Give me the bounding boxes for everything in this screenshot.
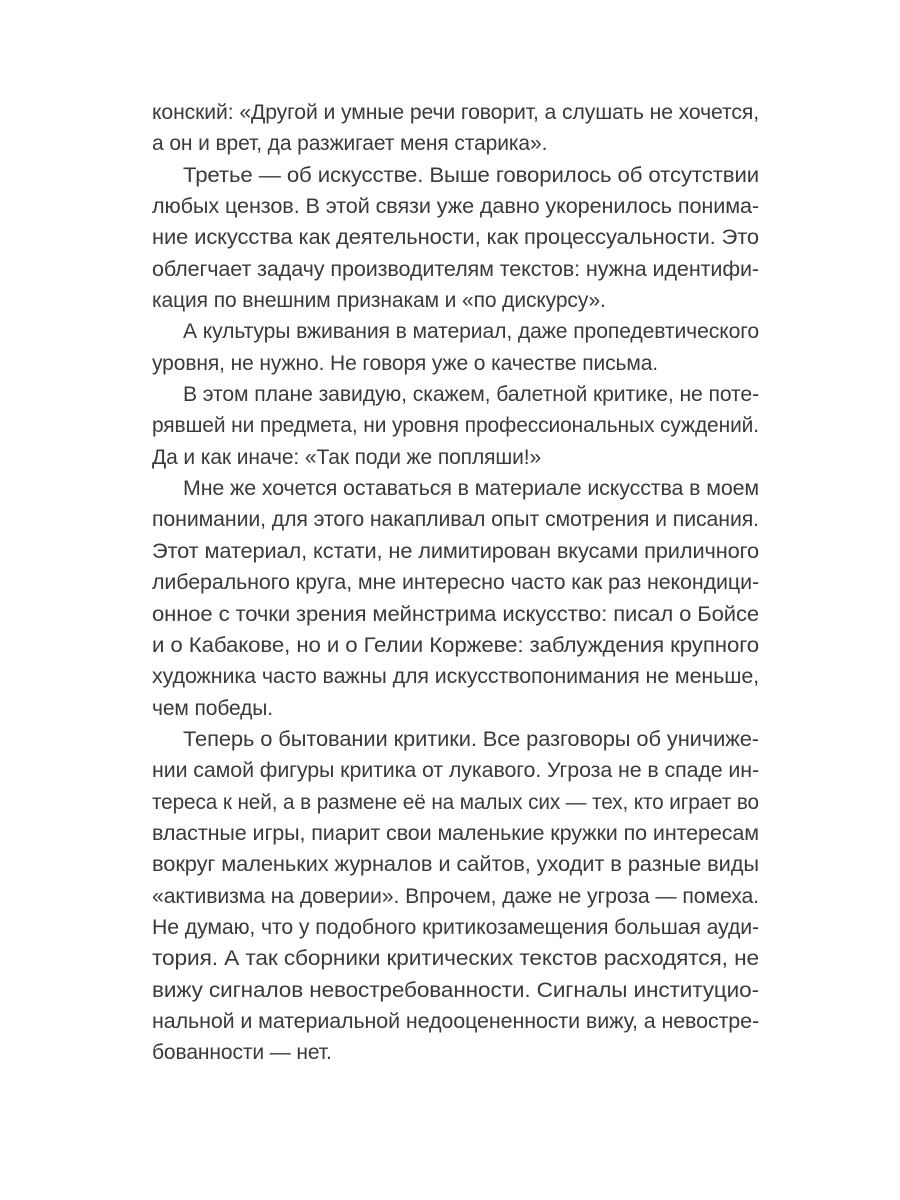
- text-line-content: властные игры, пиарит свои маленькие кружки по интересам: [152, 821, 759, 845]
- text-line: [152, 881, 759, 912]
- text-line: [152, 787, 759, 818]
- text-line: [152, 599, 759, 630]
- text-line: [152, 536, 759, 567]
- text-line-content: Да и как иначе: «Так поди же попляши!»: [152, 445, 542, 469]
- text-line-content: чем победы.: [152, 696, 274, 720]
- text-line: [152, 410, 759, 441]
- text-line-content: тория. А так сборники критических текстов расходятся, не: [152, 947, 759, 971]
- text-line: [152, 348, 759, 379]
- text-line: [152, 1037, 759, 1068]
- text-line-content: А культуры вживания в материал, даже пропедевтического: [183, 320, 760, 344]
- text-line-content: нальной и материальной недооцененности вижу, а невостре-: [152, 1009, 760, 1033]
- text-line: [152, 912, 759, 943]
- text-line-content: нии самой фигуры критика от лукавого. Угроза не в спаде ин-: [152, 759, 760, 783]
- text-line: [152, 567, 759, 598]
- text-line: [152, 254, 759, 285]
- text-line: [152, 128, 759, 159]
- text-line-content: конский: «Другой и умные речи говорит, а слушать не хочется,: [152, 101, 760, 124]
- text-line-content: уровня, не нужно. Не говоря уже о качестве письма.: [152, 351, 659, 375]
- text-line: [152, 442, 759, 473]
- text-line-content: художника часто важны для искусствопонимания не меньше,: [152, 665, 760, 689]
- text-line-content: любых цензов. В этой связи уже давно укоренилось понима-: [152, 195, 760, 219]
- text-line-content: Не думаю, что у подобного критикозамещения большая ауди-: [152, 915, 759, 939]
- page-text-block: [152, 97, 759, 1069]
- text-line-content: а он и врет, да разжигает меня старика».: [152, 132, 548, 156]
- text-line-content: понимании, для этого накапливал опыт смотрения и писания.: [152, 508, 760, 532]
- text-line-content: либерального круга, мне интересно часто как раз некондици-: [152, 571, 759, 595]
- text-line: [152, 943, 759, 974]
- text-line: [152, 849, 759, 880]
- text-line-content: облегчает задачу производителям текстов: нужна идентифи-: [152, 257, 759, 281]
- text-line-content: вокруг маленьких журналов и сайтов, уходит в разные виды: [152, 853, 760, 877]
- text-line: [152, 97, 759, 128]
- text-line-content: и о Кабакове, но и о Гелии Коржеве: заблуждения крупного: [152, 633, 760, 657]
- text-line-content: «активизма на доверии». Впрочем, даже не угроза — помеха.: [152, 884, 759, 908]
- text-line: [152, 630, 759, 661]
- text-line: [152, 473, 759, 504]
- text-line: [152, 222, 759, 253]
- text-line-content: рявшей ни предмета, ни уровня профессиональных суждений.: [152, 414, 759, 438]
- text-line-content: тереса к ней, а в размене её на малых сих — тех, кто играет во: [152, 790, 759, 814]
- text-line: [152, 316, 759, 347]
- text-line: [152, 755, 759, 786]
- text-line: [152, 379, 759, 410]
- text-line: [152, 693, 759, 724]
- text-line: [152, 975, 759, 1006]
- text-line-content: В этом плане завидую, скажем, балетной критике, не поте-: [183, 383, 760, 407]
- text-line: [152, 160, 759, 191]
- text-line-content: Мне же хочется оставаться в материале искусства в моем: [183, 477, 760, 501]
- text-line-content: Этот материал, кстати, не лимитирован вкусами приличного: [152, 539, 760, 563]
- text-line: [152, 661, 759, 692]
- text-line: [152, 285, 759, 316]
- text-line: [152, 1006, 759, 1037]
- text-line-content: ние искусства как деятельности, как процессуальности. Это: [152, 226, 760, 250]
- text-line-content: Теперь о бытовании критики. Все разговоры об уничиже-: [183, 727, 759, 751]
- text-line: [152, 818, 759, 849]
- text-line-content: бованности — нет.: [152, 1041, 332, 1065]
- text-line: [152, 191, 759, 222]
- text-line-content: кация по внешним признакам и «по дискурсу».: [152, 289, 606, 313]
- text-line: [152, 724, 759, 755]
- text-line-content: вижу сигналов невостребованности. Сигналы институцио-: [152, 978, 759, 1002]
- text-line: [152, 504, 759, 535]
- text-line-content: Третье — об искусстве. Выше говорилось об отсутствии: [183, 163, 760, 187]
- text-line-content: онное с точки зрения мейнстрима искусство: писал о Бойсе: [152, 602, 760, 626]
